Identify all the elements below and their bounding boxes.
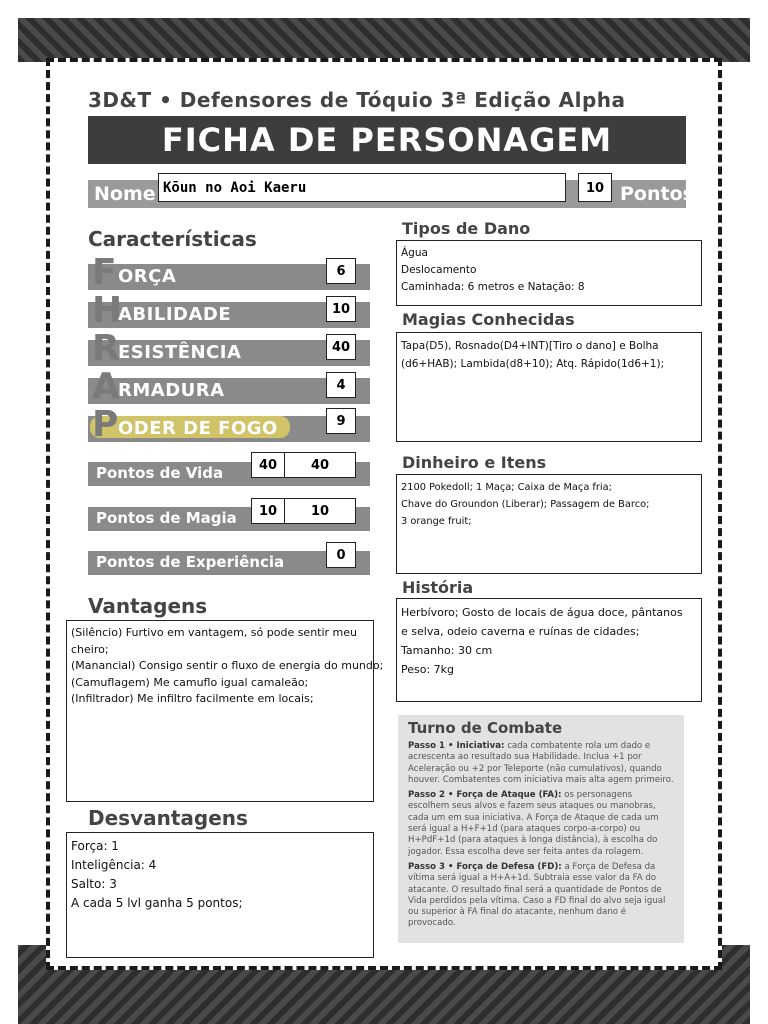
advantage-line: (Infiltrador) Me infiltro facilmente em locais;: [71, 692, 314, 705]
pe-label: Pontos de Experiência: [96, 553, 285, 571]
history-line: Peso: 7kg: [401, 663, 455, 676]
combat-step-2-head: Passo 2 • Força de Ataque (FA):: [408, 790, 562, 801]
pv-label: Pontos de Vida: [96, 464, 224, 482]
combat-step-3-head: Passo 3 • Força de Defesa (FD):: [408, 861, 562, 872]
history-title: História: [402, 578, 474, 597]
pm-current-field[interactable]: 10: [251, 498, 285, 524]
history-line: Tamanho: 30 cm: [401, 644, 493, 657]
attr-initial-resistencia: R: [92, 328, 120, 369]
combat-step-2-text: os personagens escolhem seus alvos e fazem seus ataques ou manobras, cada um em sua iniciativa. A Força de Ataque de cada um será igual a H+F+1d (para ataques corpo-a-corpo) ou H+PdF+1d (para ataques à longa distância), à escolha do jogador. Essa escolha deve ser feita antes da rolagem.: [408, 790, 659, 857]
disadvantages-title: Desvantagens: [88, 806, 248, 830]
advantage-line: cheiro;: [71, 642, 109, 656]
damage-line: Deslocamento: [401, 264, 477, 276]
pv-max-field[interactable]: 40: [284, 452, 356, 478]
attr-initial-forca: F: [92, 252, 117, 293]
attr-label-armadura: RMADURA: [118, 380, 225, 401]
combat-step-3: [408, 862, 674, 930]
attr-label-resistencia: ESISTÊNCIA: [118, 342, 242, 363]
spells-title: Magias Conhecidas: [402, 310, 575, 329]
combat-turn-panel: [398, 715, 684, 943]
spell-line: (d6+HAB); Lambida(d8+10); Atq. Rápido(1d6+1);: [401, 358, 665, 370]
combat-step-1-head: Passo 1 • Iniciativa:: [408, 741, 505, 751]
attr-initial-habilidade: H: [92, 290, 123, 331]
combat-step-1: [408, 741, 674, 786]
pe-value-field[interactable]: 0: [326, 542, 356, 568]
damage-types-box[interactable]: [396, 240, 702, 306]
item-line: 2100 Pokedoll; 1 Maça; Caixa de Maça fria;: [401, 482, 612, 493]
disadvantage-line: Força: 1: [71, 839, 119, 853]
money-items-title: Dinheiro e Itens: [402, 453, 547, 472]
attr-value-resistencia[interactable]: 40: [326, 334, 356, 360]
spells-box[interactable]: [396, 332, 702, 442]
name-label: Nome: [94, 183, 156, 205]
top-decorative-band: [18, 18, 750, 62]
sheet-subtitle: 3D&T • Defensores de Tóquio 3ª Edição Alpha: [88, 88, 626, 112]
points-field[interactable]: 10: [578, 173, 612, 202]
combat-turn-title: Turno de Combate: [408, 719, 563, 737]
attr-initial-armadura: A: [92, 366, 120, 407]
history-line: e selva, odeio caverna e ruínas de cidades;: [401, 625, 640, 638]
sheet-title: FICHA DE PERSONAGEM: [88, 116, 686, 164]
attr-initial-poder-de-fogo: P: [92, 404, 119, 445]
pv-current-field[interactable]: 40: [251, 452, 285, 478]
attr-label-habilidade: ABILIDADE: [118, 304, 232, 325]
attr-value-poder-de-fogo[interactable]: 9: [326, 408, 356, 434]
history-line: Herbívoro; Gosto de locais de água doce, pântanos: [401, 606, 683, 619]
pm-max-field[interactable]: 10: [284, 498, 356, 524]
attr-value-armadura[interactable]: 4: [326, 372, 356, 398]
characteristics-title: Características: [88, 227, 257, 251]
item-line: Chave do Groundon (Liberar); Passagem de Barco;: [401, 499, 650, 510]
damage-line: Água: [401, 247, 428, 259]
attr-label-forca: ORÇA: [118, 266, 177, 287]
spell-line: Tapa(D5), Rosnado(D4+INT)[Tiro o dano] e Bolha: [401, 340, 659, 352]
item-line: 3 orange fruit;: [401, 516, 472, 527]
advantages-box[interactable]: [66, 620, 384, 802]
attr-value-forca[interactable]: 6: [326, 258, 356, 284]
disadvantage-line: Salto: 3: [71, 877, 117, 891]
advantages-title: Vantagens: [88, 594, 208, 618]
character-name-field[interactable]: Kōun no Aoi Kaeru: [158, 173, 566, 202]
combat-step-3-text: a Força de Defesa da vítima será igual a H+A+1d. Subtraia esse valor da FA do atacante. O resultado final será a quantidade de Pontos de Vida perdidos pela vítima. Caso a FD final do alvo seja igual ou superior à FA final do atacante, nenhum dano é provocado.: [408, 861, 666, 929]
disadvantages-box[interactable]: [66, 832, 374, 958]
damage-line: Caminhada: 6 metros e Natação: 8: [401, 281, 585, 293]
pm-label: Pontos de Magia: [96, 509, 237, 527]
disadvantage-line: A cada 5 lvl ganha 5 pontos;: [71, 896, 243, 910]
combat-step-2: [408, 790, 674, 858]
money-items-box[interactable]: [396, 474, 702, 574]
advantage-line: (Camuflagem) Me camuflo igual camaleão;: [71, 675, 309, 689]
disadvantage-line: Inteligência: 4: [71, 858, 157, 872]
attr-value-habilidade[interactable]: 10: [326, 296, 356, 322]
history-box[interactable]: [396, 598, 702, 702]
advantage-line: (Manancial) Consigo sentir o fluxo de energia do mundo;: [71, 659, 384, 672]
attr-label-poder-de-fogo: ODER DE FOGO: [118, 418, 278, 439]
combat-step-1-text: cada combatente rola um dado e acrescenta ao resultado sua Habilidade. Inclua +1 por Aceleração ou +2 por Teleporte (não cumulativos), quando houver. Combatentes com iniciativa mais alta agem primeiro.: [408, 741, 674, 785]
points-label: Pontos: [620, 183, 694, 205]
advantage-line: (Silêncio) Furtivo em vantagem, só pode sentir meu: [71, 626, 358, 639]
damage-types-title: Tipos de Dano: [402, 219, 531, 238]
